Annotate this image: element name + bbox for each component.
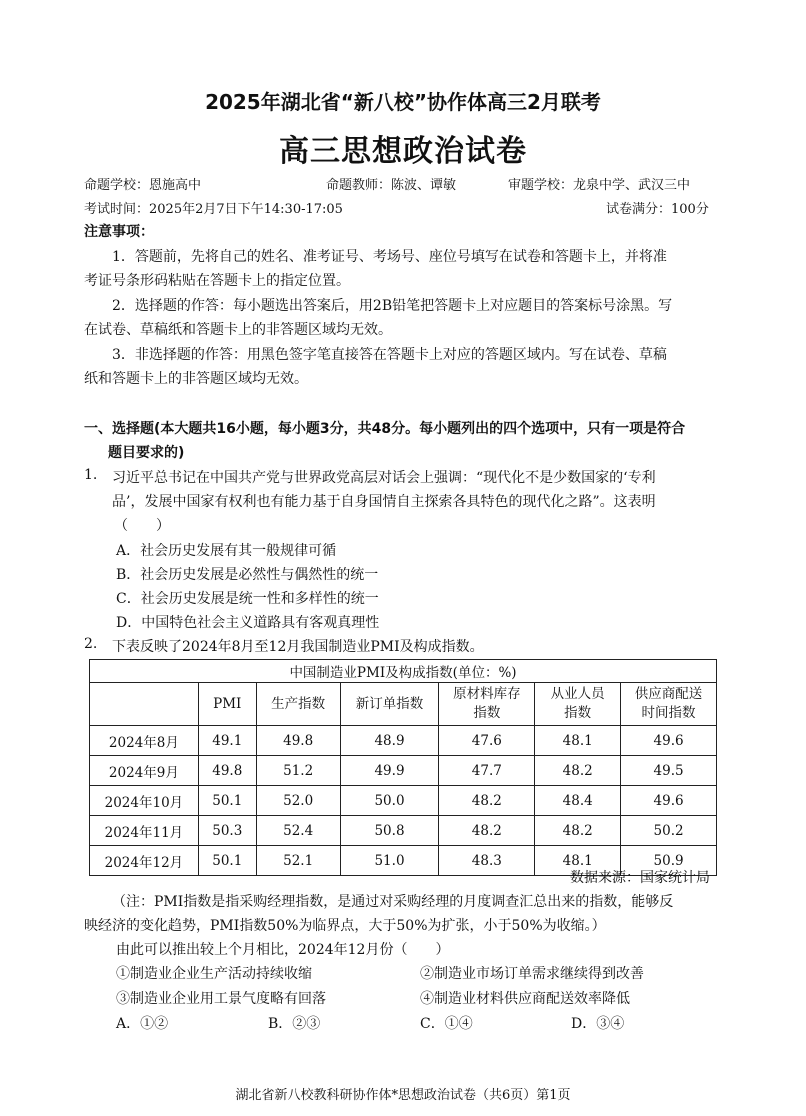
notice-item-3-line-1: 3．非选择题的作答：用黑色签字笔直接答在答题卡上对应的答题区域内。写在试卷、草稿	[112, 347, 667, 363]
table-cell: 48.2	[439, 786, 535, 816]
table-cell: 50.1	[198, 846, 256, 876]
q2-question: 由此可以推出较上个月相比，2024年12月份（ ）	[116, 942, 450, 958]
table-header-cell	[340, 683, 439, 726]
table-header-row	[90, 683, 717, 726]
q2-statement-4: ④制造业材料供应商配送效率降低	[420, 991, 630, 1007]
table-row-month: 2024年10月	[90, 786, 199, 816]
table-cell: 49.6	[621, 786, 717, 816]
q1-option-b: B．社会历史发展是必然性与偶然性的统一	[116, 567, 379, 583]
table-cell: 48.1	[535, 726, 621, 756]
table-header-cell	[535, 683, 621, 726]
table-row	[90, 726, 717, 756]
table-caption: 中国制造业PMI及构成指数(单位：%)	[90, 660, 717, 683]
table-cell: 51.2	[256, 756, 340, 786]
q2-option-c: C．①④	[420, 1016, 473, 1032]
table-cell: 49.6	[621, 726, 717, 756]
notice-item-3-line-2: 纸和答题卡上的非答题区域均无效。	[84, 371, 308, 387]
table-cell: 51.0	[340, 846, 439, 876]
table-header-text: 时间指数	[641, 705, 696, 721]
table-row	[90, 756, 717, 786]
table-header-text: 生产指数	[271, 695, 326, 712]
paper-title: 高三思想政治试卷	[279, 134, 527, 169]
table-header-cell	[256, 683, 340, 726]
table-header-text: 指数	[473, 705, 501, 721]
pmi-table	[89, 659, 717, 876]
q2-option-a: A．①②	[116, 1016, 169, 1032]
table-cell: 49.1	[198, 726, 256, 756]
table-cell: 50.9	[621, 846, 717, 876]
q1-stem-line-2: 品’，发展中国家有权利也有能力基于自身国情自主探索各具特色的现代化之路”。这表明	[112, 494, 656, 510]
setting-school: 命题学校：恩施高中	[84, 178, 202, 193]
q2-number: 2.	[84, 636, 98, 652]
q2-statement-3: ③制造业企业用工景气度略有回落	[116, 991, 326, 1007]
table-cell: 50.2	[621, 816, 717, 846]
table-row-month: 2024年12月	[90, 846, 199, 876]
table-header-text: 供应商配送	[634, 686, 703, 702]
table-cell: 47.7	[439, 756, 535, 786]
table-cell: 48.2	[535, 816, 621, 846]
table-header-cell	[198, 683, 256, 726]
table-cell: 50.3	[198, 816, 256, 846]
exam-time: 考试时间：2025年2月7日下午14:30-17:05	[84, 202, 343, 217]
setting-teachers: 命题教师：陈波、谭敏	[326, 178, 457, 193]
q1-option-c: C．社会历史发展是统一性和多样性的统一	[116, 591, 379, 607]
exam-title: 2025年湖北省“新八校”协作体高三2月联考	[205, 90, 601, 114]
table-header-cell	[90, 683, 199, 726]
review-schools: 审题学校：龙泉中学、武汉三中	[508, 178, 691, 193]
table-cell: 49.5	[621, 756, 717, 786]
table-cell: 48.3	[439, 846, 535, 876]
notice-item-2-line-1: 2．选择题的作答：每小题选出答案后，用2B铅笔把答题卡上对应题目的答案标号涂黑。写	[112, 298, 673, 314]
page-footer: 湖北省新八校教科研协作体*思想政治试卷（共6页）第1页	[235, 1088, 571, 1103]
q2-statement-2: ②制造业市场订单需求继续得到改善	[420, 966, 644, 982]
table-cell: 52.4	[256, 816, 340, 846]
table-cell: 48.4	[535, 786, 621, 816]
table-cell: 48.2	[439, 816, 535, 846]
table-cell: 52.0	[256, 786, 340, 816]
full-score: 试卷满分：100分	[606, 202, 709, 217]
q2-note-line-1: （注：PMI指数是指采购经理指数，是通过对采购经理的月度调查汇总出来的指数，能够反	[112, 894, 674, 910]
table-header-text: 原材料库存	[453, 686, 521, 702]
table-cell: 48.9	[340, 726, 439, 756]
notice-title: 注意事项：	[84, 224, 154, 240]
notice-item-1-line-1: 1．答题前，先将自己的姓名、准考证号、考场号、座位号填写在试卷和答题卡上，并将准	[112, 249, 667, 265]
q2-statement-1: ①制造业企业生产活动持续收缩	[116, 966, 312, 982]
notice-item-1-line-2: 考证号条形码粘贴在答题卡上的指定位置。	[84, 273, 350, 289]
table-header-text: 从业人员	[550, 686, 605, 702]
notice-item-2-line-2: 在试卷、草稿纸和答题卡上的非答题区域均无效。	[84, 322, 392, 338]
table-cell: 49.9	[340, 756, 439, 786]
table-caption-row	[90, 660, 717, 683]
q1-option-d: D．中国特色社会主义道路具有客观真理性	[116, 615, 380, 631]
q2-note-line-2: 映经济的变化趋势，PMI指数50%为临界点，大于50%为扩张，小于50%为收缩。）	[84, 918, 606, 934]
q2-stem: 下表反映了2024年8月至12月我国制造业PMI及构成指数。	[112, 639, 484, 655]
table-header-text: 新订单指数	[355, 695, 424, 712]
table-cell: 47.6	[439, 726, 535, 756]
q1-stem-line-3: （ ）	[114, 518, 170, 534]
table-header-text: PMI	[213, 695, 242, 712]
table-row-month: 2024年11月	[90, 816, 199, 846]
table-header-cell	[621, 683, 717, 726]
q2-option-b: B．②③	[268, 1016, 321, 1032]
table-cell: 48.2	[535, 756, 621, 786]
q1-option-a: A．社会历史发展有其一般规律可循	[116, 543, 337, 559]
table-header-cell	[439, 683, 535, 726]
table-row	[90, 786, 717, 816]
table-cell: 48.1	[535, 846, 621, 876]
table-cell: 50.0	[340, 786, 439, 816]
table-cell: 49.8	[256, 726, 340, 756]
q1-number: 1.	[84, 467, 98, 483]
table-cell: 49.8	[198, 756, 256, 786]
table-cell: 50.1	[198, 786, 256, 816]
table-cell: 50.8	[340, 816, 439, 846]
table-header-text: 指数	[564, 705, 592, 721]
section-heading-line-1: 一、选择题(本大题共16小题，每小题3分，共48分。每小题列出的四个选项中，只有一项是符合	[84, 421, 686, 437]
q2-option-d: D．③④	[571, 1016, 625, 1032]
table-row-month: 2024年8月	[90, 726, 199, 756]
q1-stem-line-1: 习近平总书记在中国共产党与世界政党高层对话会上强调：“现代化不是少数国家的‘专利	[112, 470, 656, 486]
table-row-month: 2024年9月	[90, 756, 199, 786]
table-body	[90, 726, 717, 876]
table-row	[90, 816, 717, 846]
section-heading-line-2: 题目要求的)	[108, 445, 185, 461]
table-cell: 52.1	[256, 846, 340, 876]
table-source: 数据来源：国家统计局	[570, 870, 710, 886]
